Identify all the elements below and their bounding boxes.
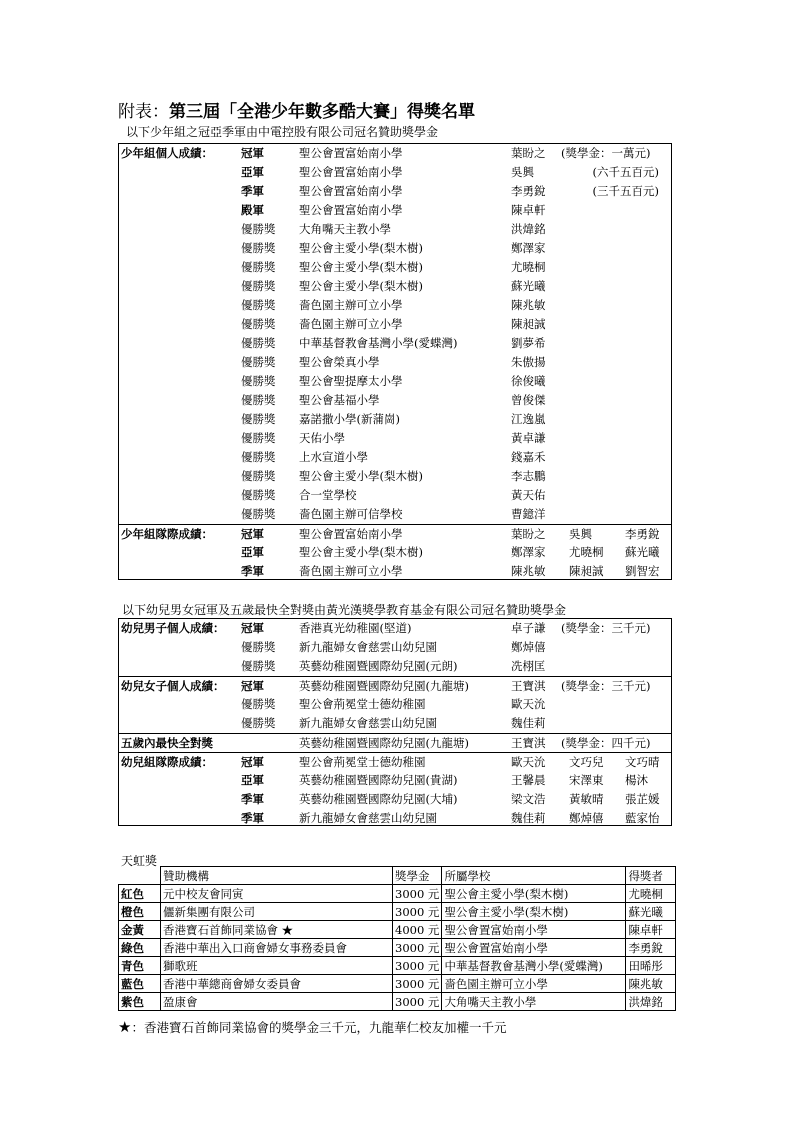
- winner-name: 曹鐿洋: [511, 507, 546, 521]
- winner-name: 徐俊曦: [511, 374, 546, 388]
- school-name: 聖公會置富始南小學: [299, 203, 403, 217]
- result-row: [119, 448, 671, 467]
- rainbow-amount: 4000 元: [393, 921, 442, 939]
- team-row: [119, 809, 671, 828]
- scholarship-note: (獎學金：三千元): [561, 679, 651, 693]
- winner-name: 李志鵬: [511, 469, 546, 483]
- rainbow-row: [119, 939, 676, 957]
- result-row: [119, 676, 671, 696]
- rainbow-color: 青色: [119, 957, 161, 975]
- team-member-name: 陳兆敏: [511, 564, 546, 578]
- team-row: [119, 790, 671, 809]
- rainbow-school: 聖公會置富始南小學: [442, 939, 626, 957]
- team-member-name: 藍家怡: [625, 811, 660, 825]
- award-label: 優勝獎: [241, 412, 276, 426]
- award-label: 季軍: [241, 184, 264, 198]
- rainbow-row: [119, 921, 676, 939]
- team-member-name: 文巧兒: [569, 755, 604, 769]
- primary-results-table: [118, 143, 672, 580]
- rainbow-sponsor: 儷新集團有限公司: [161, 903, 393, 921]
- team-member-name: 梁文浩: [511, 792, 546, 806]
- school-name: 中華基督教會基灣小學(愛蝶灣): [299, 336, 458, 350]
- result-row: [119, 657, 671, 676]
- rainbow-school: 中華基督教會基灣小學(愛蝶灣): [442, 957, 626, 975]
- school-name: 新九龍婦女會慈雲山幼兒園: [299, 640, 437, 654]
- school-name: 新九龍婦女會慈雲山幼兒園: [299, 716, 437, 730]
- school-name: 聖公會基福小學: [299, 393, 380, 407]
- school-name: 上水宣道小學: [299, 450, 368, 464]
- result-row: [119, 391, 671, 410]
- award-label: 冠軍: [241, 679, 264, 693]
- rainbow-school: 聖公會主愛小學(梨木樹): [442, 885, 626, 903]
- winner-name: 王寶淇: [511, 679, 546, 693]
- rainbow-winner: 蘇光曦: [626, 903, 676, 921]
- school-name: 聖公會荊冕堂士德幼稚園: [299, 697, 426, 711]
- winner-name: 卓子謙: [511, 621, 546, 635]
- school-name: 聖公會主愛小學(梨木樹): [299, 260, 423, 274]
- winner-name: 劉夢希: [511, 336, 546, 350]
- winner-name: 吳興: [511, 165, 534, 179]
- rainbow-school: 大角嘴天主教小學: [442, 993, 626, 1011]
- rainbow-amount: 3000 元: [393, 957, 442, 975]
- award-label: 殿軍: [241, 203, 264, 217]
- scholarship-note: (六千五百元): [592, 165, 659, 179]
- result-row: [119, 619, 671, 638]
- rainbow-sponsor: 香港中華出入口商會婦女事務委員會: [161, 939, 393, 957]
- school-name: 嗇色園主辦可立小學: [299, 564, 403, 578]
- team-member-name: 吳興: [569, 527, 592, 541]
- winner-name: 冼栩匡: [511, 659, 546, 673]
- winner-name: 曾俊傑: [511, 393, 546, 407]
- rainbow-winner: 田晞彤: [626, 957, 676, 975]
- team-member-name: 李勇銳: [625, 527, 660, 541]
- winner-name: 歐天沇: [511, 697, 546, 711]
- result-row: [119, 258, 671, 277]
- result-row: [119, 144, 671, 163]
- winner-name: 江逸嵐: [511, 412, 546, 426]
- award-label: 優勝獎: [241, 241, 276, 255]
- team-member-name: 歐天沇: [511, 755, 546, 769]
- award-label: 優勝獎: [241, 431, 276, 445]
- school-name: 嘉諾撒小學(新蒲崗): [299, 412, 400, 426]
- school-name: 聖公會置富始南小學: [299, 527, 403, 541]
- result-row: [119, 334, 671, 353]
- result-row: [119, 714, 671, 733]
- footnote-text: ：香港寶石首飾同業協會的獎學金三千元，九龍華仁校友加權一千元: [131, 1020, 507, 1035]
- award-label: 季軍: [241, 792, 264, 806]
- winner-name: 葉盼之: [511, 146, 546, 160]
- column-header: 得獎者: [626, 867, 676, 885]
- team-member-name: 張芷媛: [625, 792, 660, 806]
- kinder-results-table: [118, 618, 672, 826]
- award-label: 冠軍: [241, 755, 264, 769]
- rainbow-amount: 3000 元: [393, 885, 442, 903]
- award-label: 優勝獎: [241, 697, 276, 711]
- award-label: 優勝獎: [241, 488, 276, 502]
- team-member-name: 魏佳莉: [511, 811, 546, 825]
- school-name: 嗇色園主辦可立小學: [299, 298, 403, 312]
- team-member-name: 鄭焯僖: [569, 811, 604, 825]
- award-label: 優勝獎: [241, 659, 276, 673]
- award-label: 優勝獎: [241, 317, 276, 331]
- rainbow-sponsor: 元中校友會同寅: [161, 885, 393, 903]
- school-name: 聖公會榮真小學: [299, 355, 380, 369]
- column-header: [119, 867, 161, 885]
- result-row: [119, 296, 671, 315]
- winner-name: 王寶淇: [511, 736, 546, 750]
- winner-name: 黃天佑: [511, 488, 546, 502]
- rainbow-winner: 李勇銳: [626, 939, 676, 957]
- rainbow-school: 嗇色園主辦可立小學: [442, 975, 626, 993]
- award-label: 優勝獎: [241, 222, 276, 236]
- winner-name: 黃卓謙: [511, 431, 546, 445]
- scholarship-note: (獎學金：三千元): [561, 621, 651, 635]
- award-label: 優勝獎: [241, 260, 276, 274]
- team-row: [119, 543, 671, 562]
- result-row: [119, 372, 671, 391]
- team-member-name: 黃敏晴: [569, 792, 604, 806]
- rainbow-row: [119, 903, 676, 921]
- award-label: 優勝獎: [241, 469, 276, 483]
- rainbow-color: 藍色: [119, 975, 161, 993]
- team-member-name: 劉智宏: [625, 564, 660, 578]
- result-row: [119, 467, 671, 486]
- school-name: 聖公會置富始南小學: [299, 146, 403, 160]
- scholarship-note: (獎學金：四千元): [561, 736, 651, 750]
- rainbow-amount: 3000 元: [393, 975, 442, 993]
- winner-name: 李勇銳: [511, 184, 546, 198]
- category-label: 五歲內最快全對獎: [121, 736, 213, 750]
- rainbow-winner: 陳卓軒: [626, 921, 676, 939]
- award-label: 優勝獎: [241, 374, 276, 388]
- school-name: 天佑小學: [299, 431, 345, 445]
- rainbow-row: [119, 885, 676, 903]
- team-member-name: 王馨晨: [511, 773, 546, 787]
- rainbow-color: 紫色: [119, 993, 161, 1011]
- rainbow-color: 橙色: [119, 903, 161, 921]
- result-row: [119, 201, 671, 220]
- result-row: [119, 220, 671, 239]
- scholarship-note: (獎學金：一萬元): [561, 146, 651, 160]
- team-member-name: 葉盼之: [511, 527, 546, 541]
- rainbow-title: 天虹獎: [121, 854, 158, 868]
- school-name: 聖公會置富始南小學: [299, 165, 403, 179]
- winner-name: 洪煒銘: [511, 222, 546, 236]
- award-label: 優勝獎: [241, 640, 276, 654]
- column-header: 贊助機構: [161, 867, 393, 885]
- category-label: 少年組個人成績：: [121, 146, 213, 160]
- rainbow-amount: 3000 元: [393, 993, 442, 1011]
- team-member-name: 文巧晴: [625, 755, 660, 769]
- result-row: [119, 733, 671, 753]
- team-member-name: 尤曉桐: [569, 545, 604, 559]
- team-row: [119, 771, 671, 790]
- result-row: [119, 695, 671, 714]
- school-name: 聖公會荊冕堂士德幼稚園: [299, 755, 426, 769]
- school-name: 聖公會聖提摩太小學: [299, 374, 403, 388]
- school-name: 大角嘴天主教小學: [299, 222, 391, 236]
- column-header: 獎學金: [393, 867, 442, 885]
- result-row: [119, 353, 671, 372]
- result-row: [119, 163, 671, 182]
- winner-name: 鄭焯僖: [511, 640, 546, 654]
- rainbow-winner: 陳兆敏: [626, 975, 676, 993]
- page-title: [118, 97, 475, 122]
- star-icon: ★: [118, 1018, 132, 1036]
- scholarship-note: (三千五百元): [592, 184, 659, 198]
- school-name: 聖公會主愛小學(梨木樹): [299, 279, 423, 293]
- school-name: 英藝幼稚園暨國際幼兒園(大埔): [299, 792, 458, 806]
- rainbow-footnote: [118, 1018, 506, 1036]
- winner-name: 尤曉桐: [511, 260, 546, 274]
- category-label: 幼兒女子個人成績：: [121, 679, 225, 693]
- winner-name: 錢嘉禾: [511, 450, 546, 464]
- rainbow-school: 聖公會置富始南小學: [442, 921, 626, 939]
- award-label: 冠軍: [241, 527, 264, 541]
- award-label: 冠軍: [241, 146, 264, 160]
- title-prefix: 附表：: [118, 102, 169, 122]
- award-label: 優勝獎: [241, 298, 276, 312]
- column-header: 所屬學校: [442, 867, 626, 885]
- rainbow-amount: 3000 元: [393, 903, 442, 921]
- school-name: 嗇色園主辦可信學校: [299, 507, 403, 521]
- school-name: 新九龍婦女會慈雲山幼兒園: [299, 811, 437, 825]
- rainbow-header-row: [119, 867, 676, 885]
- result-row: [119, 277, 671, 296]
- result-row: [119, 505, 671, 524]
- rainbow-winner: 尤曉桐: [626, 885, 676, 903]
- category-label: 幼兒組隊際成績：: [121, 755, 213, 769]
- school-name: 英藝幼稚園暨國際幼兒園(元朗): [299, 659, 458, 673]
- kinder-heading: 以下幼兒男女冠軍及五歲最快全對獎由黃光漢獎學教育基金有限公司冠名贊助獎學金: [122, 603, 567, 617]
- rainbow-color: 金黃: [119, 921, 161, 939]
- rainbow-sponsor: 香港中華總商會婦女委員會: [161, 975, 393, 993]
- team-member-name: 陳昶誠: [569, 564, 604, 578]
- rainbow-color: 紅色: [119, 885, 161, 903]
- rainbow-sponsor: 盈康會: [161, 993, 393, 1011]
- result-row: [119, 239, 671, 258]
- award-label: 優勝獎: [241, 450, 276, 464]
- award-label: 季軍: [241, 811, 264, 825]
- rainbow-row: [119, 975, 676, 993]
- winner-name: 鄭澤家: [511, 241, 546, 255]
- award-label: 亞軍: [241, 773, 264, 787]
- category-label: 少年組隊際成績：: [121, 527, 213, 541]
- rainbow-table: [118, 866, 676, 1011]
- rainbow-sponsor: 香港寶石首飾同業協會 ★: [161, 921, 393, 939]
- team-row: [119, 562, 671, 581]
- team-row: [119, 752, 671, 772]
- school-name: 聖公會主愛小學(梨木樹): [299, 545, 423, 559]
- result-row: [119, 638, 671, 657]
- rainbow-row: [119, 993, 676, 1011]
- school-name: 聖公會主愛小學(梨木樹): [299, 469, 423, 483]
- rainbow-school: 聖公會主愛小學(梨木樹): [442, 903, 626, 921]
- school-name: 香港真光幼稚園(堅道): [299, 621, 412, 635]
- award-label: 優勝獎: [241, 336, 276, 350]
- title-main: 第三屆「全港少年數多酷大賽」得獎名單: [169, 102, 475, 122]
- result-row: [119, 315, 671, 334]
- school-name: 合一堂學校: [299, 488, 357, 502]
- school-name: 英藝幼稚園暨國際幼兒園(九龍塘): [299, 736, 469, 750]
- award-label: 優勝獎: [241, 355, 276, 369]
- team-member-name: 宋澤東: [569, 773, 604, 787]
- award-label: 優勝獎: [241, 279, 276, 293]
- school-name: 聖公會置富始南小學: [299, 184, 403, 198]
- rainbow-winner: 洪煒銘: [626, 993, 676, 1011]
- award-label: 亞軍: [241, 545, 264, 559]
- rainbow-sponsor: 獅歌班: [161, 957, 393, 975]
- award-label: 冠軍: [241, 621, 264, 635]
- result-row: [119, 429, 671, 448]
- winner-name: 朱傲揚: [511, 355, 546, 369]
- winner-name: 陳兆敏: [511, 298, 546, 312]
- result-row: [119, 410, 671, 429]
- primary-heading: 以下少年組之冠亞季軍由中電控股有限公司冠名贊助獎學金: [126, 125, 439, 139]
- team-member-name: 鄭澤家: [511, 545, 546, 559]
- rainbow-amount: 3000 元: [393, 939, 442, 957]
- rainbow-color: 綠色: [119, 939, 161, 957]
- award-label: 優勝獎: [241, 507, 276, 521]
- winner-name: 陳卓軒: [511, 203, 546, 217]
- school-name: 聖公會主愛小學(梨木樹): [299, 241, 423, 255]
- school-name: 英藝幼稚園暨國際幼兒園(九龍塘): [299, 679, 469, 693]
- winner-name: 陳昶誠: [511, 317, 546, 331]
- award-label: 優勝獎: [241, 716, 276, 730]
- school-name: 英藝幼稚園暨國際幼兒園(貴湖): [299, 773, 458, 787]
- award-label: 季軍: [241, 564, 264, 578]
- category-label: 幼兒男子個人成績：: [121, 621, 225, 635]
- award-label: 亞軍: [241, 165, 264, 179]
- result-row: [119, 182, 671, 201]
- team-row: [119, 524, 671, 544]
- rainbow-row: [119, 957, 676, 975]
- award-label: 優勝獎: [241, 393, 276, 407]
- winner-name: 蘇光曦: [511, 279, 546, 293]
- team-member-name: 蘇光曦: [625, 545, 660, 559]
- school-name: 嗇色園主辦可立小學: [299, 317, 403, 331]
- winner-name: 魏佳莉: [511, 716, 546, 730]
- team-member-name: 楊沐: [625, 773, 648, 787]
- result-row: [119, 486, 671, 505]
